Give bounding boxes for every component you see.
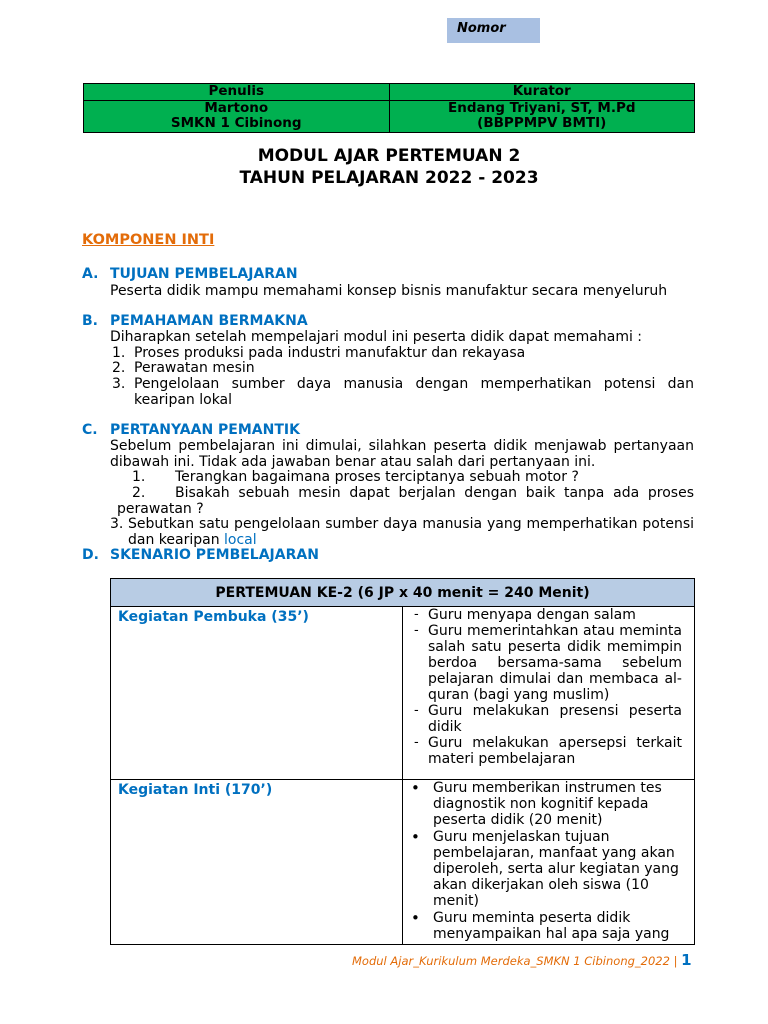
section-c-heading [82, 422, 300, 439]
question-number: 2. [132, 485, 146, 501]
list-item [112, 360, 694, 376]
section-b-heading [82, 313, 308, 330]
penulis-header: Penulis [84, 84, 390, 101]
list-item: • Guru menjelaskan tujuan pembelajaran, manfaat yang akan diperoleh, serta alur kegiatan yang akan dikerjakan oleh siswa (10 menit) [403, 829, 682, 909]
question-text: Terangkan bagaimana proses terciptanya sebuah motor ? [175, 469, 579, 485]
kurator-header: Kurator [389, 84, 695, 101]
question-text-local: local [224, 532, 257, 548]
section-a-heading [82, 266, 298, 283]
penulis-name: Martono [204, 99, 269, 116]
question-item [110, 516, 694, 548]
penulis-school: SMKN 1 Cibinong [170, 115, 302, 131]
section-d-title: SKENARIO PEMBELAJARAN [110, 547, 319, 563]
section-d-letter: D. [82, 547, 99, 563]
kurator-org: (BBPPMPV BMTI) [477, 115, 607, 131]
section-d-heading [82, 547, 319, 564]
page-number: 1 [681, 951, 692, 969]
list-item [112, 345, 694, 361]
list-item: - Guru menyapa dengan salam [403, 607, 682, 623]
nomor-label: Nomor [447, 18, 540, 43]
question-number: 1. [132, 469, 146, 485]
komponen-inti-heading: KOMPONEN INTI [82, 232, 215, 248]
question-text: Sebutkan satu pengelolaan sumber daya manusia yang memperhatikan potensi dan kearipan [128, 516, 694, 548]
section-c-letter: C. [82, 422, 98, 438]
author-table [83, 83, 695, 133]
list-item: - Guru melakukan presensi peserta didik [403, 703, 682, 735]
section-a-text: Peserta didik mampu memahami konsep bisnis manufaktur secara menyeluruh [110, 283, 668, 299]
document-title-line-2: TAHUN PELAJARAN 2022 - 2023 [239, 168, 539, 188]
question-text: Bisakah sebuah mesin dapat berjalan dengan baik tanpa ada proses [175, 485, 694, 501]
list-number: 3. [112, 376, 126, 392]
section-c-title: PERTANYAAN PEMANTIK [110, 422, 300, 438]
section-b-intro: Diharapkan setelah mempelajari modul ini peserta didik dapat memahami : [110, 329, 643, 345]
list-text: Perawatan mesin [134, 360, 255, 376]
list-item: - Guru memerintahkan atau meminta salah satu peserta didik memimpin berdoa bersama-sama sebelum pelajaran dimulai dan membaca al-quran (bagi yang muslim) [403, 623, 682, 703]
list-text: Pengelolaan sumber daya manusia dengan memperhatikan potensi dan kearipan lokal [134, 376, 694, 408]
question-text-continued: perawatan ? [117, 501, 204, 517]
list-text: Proses produksi pada industri manufaktur dan rekayasa [134, 345, 526, 361]
kurator-name: Endang Triyani, ST, M.Pd [447, 99, 636, 116]
question-text-wrap [128, 516, 694, 548]
kegiatan-pembuka-label: Kegiatan Pembuka (35’) [111, 607, 403, 780]
kegiatan-inti-items [403, 780, 695, 945]
schedule-header: PERTEMUAN KE-2 (6 JP x 40 menit = 240 Menit) [111, 579, 695, 607]
section-c-intro: Sebelum pembelajaran ini dimulai, silahkan peserta didik menjawab pertanyaan dibawah ini. Tidak ada jawaban benar atau salah dari pertanyaan ini. [110, 438, 694, 470]
question-item [110, 469, 694, 485]
kegiatan-inti-label: Kegiatan Inti (170’) [111, 780, 403, 945]
question-item [110, 485, 694, 517]
list-number: 2. [112, 360, 126, 376]
page-footer [352, 952, 692, 969]
penulis-cell [84, 100, 390, 132]
section-a-title: TUJUAN PEMBELAJARAN [110, 266, 298, 282]
kegiatan-pembuka-items [403, 607, 695, 780]
schedule-table [110, 578, 695, 945]
document-title-line-1: MODUL AJAR PERTEMUAN 2 [257, 146, 521, 166]
list-item: • Guru meminta peserta didik menyampaikan hal apa saja yang [403, 910, 682, 942]
list-item: • Guru memberikan instrumen tes diagnostik non kognitif kepada peserta didik (20 menit) [403, 780, 682, 828]
list-item: - Guru melakukan apersepsi terkait materi pembelajaran [403, 735, 682, 767]
section-b-title: PEMAHAMAN BERMAKNA [110, 313, 308, 329]
list-number: 1. [112, 345, 126, 361]
section-b-letter: B. [82, 313, 98, 329]
footer-text: Modul Ajar_Kurikulum Merdeka_SMKN 1 Cibinong_2022 | [352, 954, 678, 968]
kurator-cell [389, 100, 695, 132]
list-item [112, 376, 694, 408]
question-number: 3. [110, 516, 124, 532]
section-a-letter: A. [82, 266, 99, 282]
